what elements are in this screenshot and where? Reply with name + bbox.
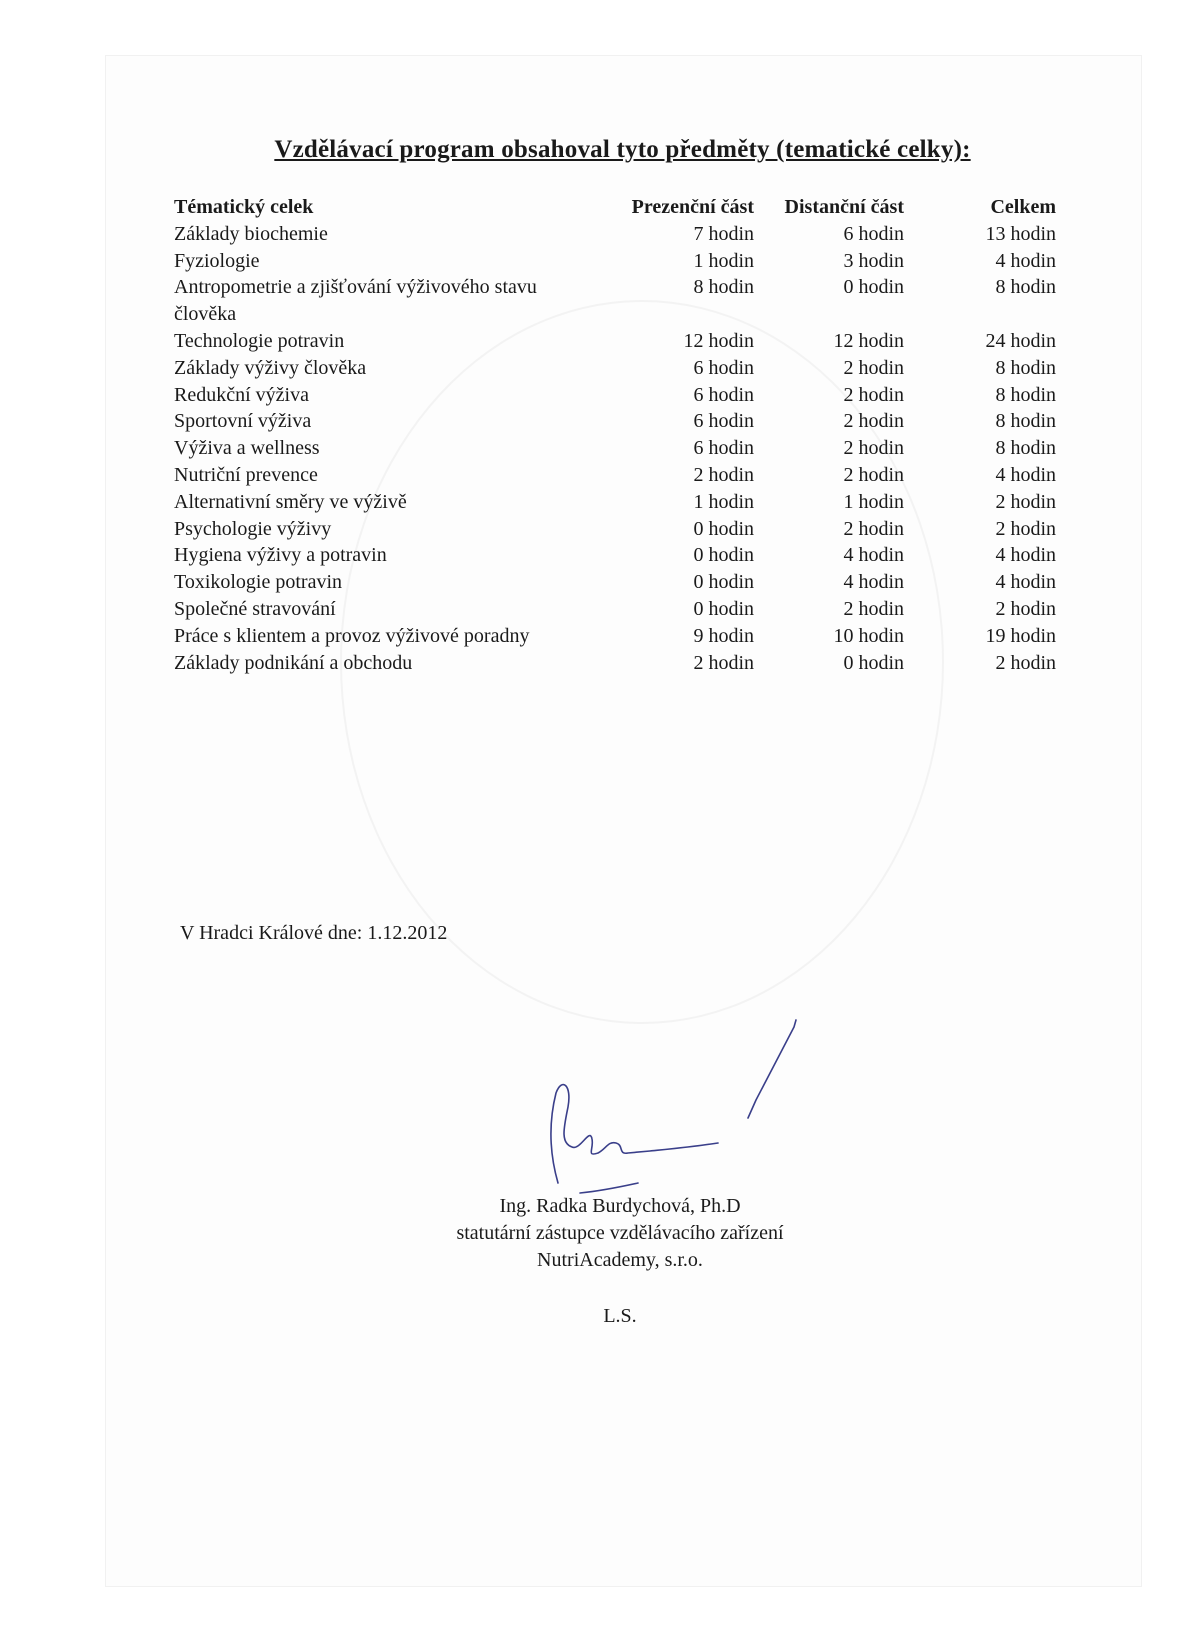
celkem-cell: 4 hodin — [995, 249, 1056, 272]
presencni-cell: 6 hodin — [693, 437, 754, 460]
presencni-cell: 6 hodin — [693, 410, 754, 433]
table-row — [174, 408, 1056, 435]
seal-mark: L.S. — [603, 1305, 637, 1327]
celkem-cell: 4 hodin — [995, 571, 1056, 594]
presencni-cell: 1 hodin — [693, 490, 754, 513]
page-title: Vzdělávací program obsahoval tyto předměty (tematické celky): — [274, 136, 971, 163]
celkem-cell: 8 hodin — [995, 410, 1056, 433]
distancni-cell: 12 hodin — [833, 329, 904, 352]
subject-cell: Antropometrie a zjišťování výživového stavu člověka — [174, 276, 537, 326]
distancni-cell: 2 hodin — [843, 356, 904, 379]
celkem-cell: 2 hodin — [995, 597, 1056, 620]
celkem-cell: 8 hodin — [995, 437, 1056, 460]
celkem-cell: 4 hodin — [995, 544, 1056, 567]
presencni-cell: 0 hodin — [693, 571, 754, 594]
subject-cell: Fyziologie — [174, 249, 260, 272]
header-subject: Tématický celek — [174, 196, 314, 218]
date-line: V Hradci Králové dne: 1.12.2012 — [180, 922, 448, 944]
distancni-cell: 0 hodin — [843, 651, 904, 674]
signatory-role: statutární zástupce vzdělávacího zařízení — [456, 1222, 784, 1244]
distancni-cell: 2 hodin — [843, 383, 904, 406]
distancni-cell: 1 hodin — [843, 490, 904, 513]
subject-cell: Hygiena výživy a potravin — [174, 544, 387, 567]
subject-cell: Práce s klientem a provoz výživové poradny — [174, 624, 530, 647]
table-row — [174, 542, 1056, 569]
table-row — [174, 569, 1056, 596]
table-header-row — [174, 194, 1056, 221]
distancni-cell: 6 hodin — [843, 222, 904, 245]
table-row — [174, 274, 1056, 328]
distancni-cell: 2 hodin — [843, 410, 904, 433]
distancni-cell: 0 hodin — [843, 276, 904, 299]
celkem-cell: 8 hodin — [995, 356, 1056, 379]
table-row — [174, 623, 1056, 650]
signature-block — [400, 1193, 840, 1274]
presencni-cell: 12 hodin — [683, 329, 754, 352]
subject-cell: Technologie potravin — [174, 329, 345, 352]
subject-cell: Základy výživy člověka — [174, 356, 367, 379]
distancni-cell: 2 hodin — [843, 437, 904, 460]
table-row — [174, 355, 1056, 382]
table-row — [174, 596, 1056, 623]
presencni-cell: 6 hodin — [693, 356, 754, 379]
subject-cell: Redukční výživa — [174, 383, 309, 406]
table-row — [174, 248, 1056, 275]
distancni-cell: 4 hodin — [843, 544, 904, 567]
distancni-cell: 10 hodin — [833, 624, 904, 647]
table-row — [174, 462, 1056, 489]
subject-cell: Psychologie výživy — [174, 517, 332, 540]
signature-image — [520, 1015, 820, 1215]
subject-cell: Výživa a wellness — [174, 437, 320, 460]
presencni-cell: 6 hodin — [693, 383, 754, 406]
distancni-cell: 4 hodin — [843, 571, 904, 594]
subject-cell: Základy biochemie — [174, 222, 328, 245]
subjects-table — [174, 194, 1056, 676]
presencni-cell: 2 hodin — [693, 463, 754, 486]
presencni-cell: 0 hodin — [693, 544, 754, 567]
subject-cell: Nutriční prevence — [174, 463, 318, 486]
celkem-cell: 4 hodin — [995, 463, 1056, 486]
celkem-cell: 8 hodin — [995, 276, 1056, 299]
table-row — [174, 516, 1056, 543]
distancni-cell: 2 hodin — [843, 463, 904, 486]
distancni-cell: 2 hodin — [843, 597, 904, 620]
signatory-organization: NutriAcademy, s.r.o. — [537, 1249, 703, 1271]
subject-cell: Alternativní směry ve výživě — [174, 490, 407, 513]
table-row — [174, 382, 1056, 409]
table-row — [174, 435, 1056, 462]
distancni-cell: 3 hodin — [843, 249, 904, 272]
celkem-cell: 24 hodin — [985, 329, 1056, 352]
table-row — [174, 489, 1056, 516]
table-row — [174, 328, 1056, 355]
celkem-cell: 2 hodin — [995, 517, 1056, 540]
distancni-cell: 2 hodin — [843, 517, 904, 540]
celkem-cell: 2 hodin — [995, 651, 1056, 674]
header-celkem: Celkem — [990, 196, 1056, 218]
celkem-cell: 8 hodin — [995, 383, 1056, 406]
header-distancni: Distanční část — [784, 196, 904, 218]
presencni-cell: 2 hodin — [693, 651, 754, 674]
celkem-cell: 2 hodin — [995, 490, 1056, 513]
presencni-cell: 0 hodin — [693, 597, 754, 620]
subject-cell: Základy podnikání a obchodu — [174, 651, 413, 674]
signatory-name: Ing. Radka Burdychová, Ph.D — [499, 1195, 741, 1217]
table-row — [174, 650, 1056, 677]
subject-cell: Toxikologie potravin — [174, 571, 343, 594]
presencni-cell: 8 hodin — [693, 276, 754, 299]
presencni-cell: 0 hodin — [693, 517, 754, 540]
table-row — [174, 221, 1056, 248]
presencni-cell: 7 hodin — [693, 222, 754, 245]
celkem-cell: 13 hodin — [985, 222, 1056, 245]
subject-cell: Sportovní výživa — [174, 410, 312, 433]
presencni-cell: 1 hodin — [693, 249, 754, 272]
subject-cell: Společné stravování — [174, 597, 336, 620]
header-presencni: Prezenční část — [631, 196, 754, 218]
presencni-cell: 9 hodin — [693, 624, 754, 647]
celkem-cell: 19 hodin — [985, 624, 1056, 647]
table-body — [174, 221, 1056, 677]
